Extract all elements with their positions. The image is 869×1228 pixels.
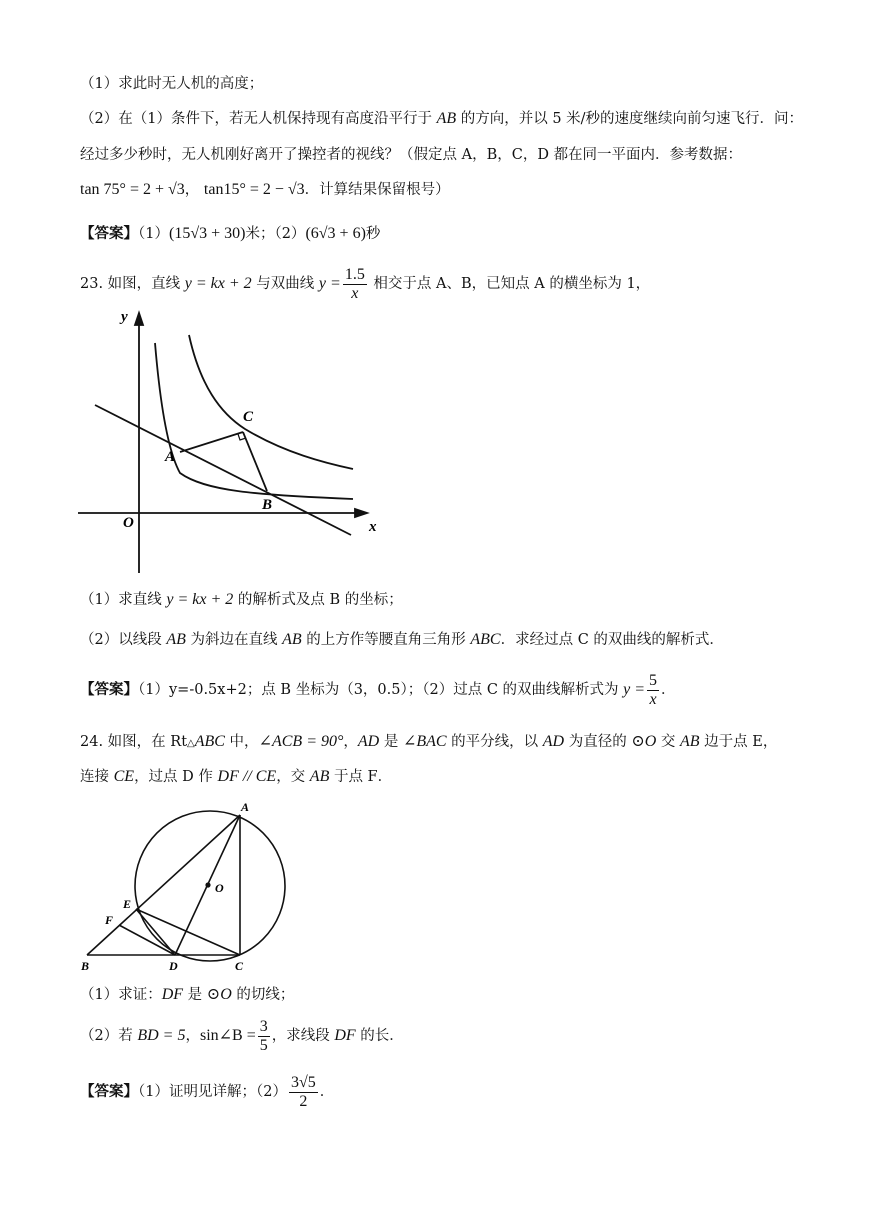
- x-axis-arrow: [355, 509, 367, 517]
- q23-stem: 23. 如图，直线 y = kx + 2 与双曲线 y = $\frac{1.5}{x}$ 相交于点 A、B，已知点 A 的横坐标为 1，: [80, 265, 651, 302]
- point-c-label: C: [235, 959, 244, 973]
- hyperbola-lower: [155, 343, 353, 499]
- q23-figure: [75, 305, 385, 575]
- center-o-label: O: [215, 881, 224, 895]
- point-e-label: E: [123, 897, 132, 911]
- x-axis-label: x: [369, 519, 377, 535]
- q24-figure: [75, 798, 295, 976]
- y-axis-label: y: [121, 309, 128, 325]
- segment-ed: [136, 909, 175, 955]
- q24-answer-fraction: $\frac{3√5}{2}$: [290, 1073, 316, 1110]
- segment-ac: [180, 432, 243, 452]
- point-c-label: C: [243, 409, 254, 425]
- q22-part2-line1: （2）在（1）条件下，若无人机保持现有高度沿平行于 AB 的方向，并以 5 米/秒的速度继续向前匀速飞行．问：: [80, 110, 804, 127]
- q23-answer: 【答案】（1）y=-0.5x+2；点 B 坐标为（3，0.5）；（2）过点 C 的双曲线解析式为 y = $\frac{5}{x}$ ．: [80, 671, 676, 708]
- y-axis-arrow: [135, 313, 143, 325]
- q24-part2: （2）若 BD = 5，sin∠B = $\frac{3}{5}$ ，求线段 DF 的长．: [80, 1017, 404, 1054]
- q24-sin-fraction: $\frac{3}{5}$: [259, 1017, 268, 1054]
- point-a-label: A: [165, 449, 176, 465]
- q23-answer-fraction: $\frac{5}{x}$: [649, 671, 658, 708]
- point-d-label: D: [169, 959, 178, 973]
- center-o-dot: [205, 882, 210, 887]
- q22-part1: （1）求此时无人机的高度；: [80, 76, 264, 92]
- origin-label: O: [123, 515, 134, 531]
- q24-stem-line1: 24. 如图，在 Rt△ABC 中，∠ACB = 90°，AD 是 ∠BAC 的平分线，以 AD 为直径的 ⊙O 交 AB 边于点 E，: [80, 733, 778, 750]
- q23-part2: （2）以线段 AB 为斜边在直线 AB 的上方作等腰直角三角形 ABC．求经过点 C 的双曲线的解析式．: [80, 631, 724, 648]
- q23-hyperbola-fraction: $\frac{1.5}{x}$: [344, 265, 365, 302]
- q22-answer: 【答案】（1）(15√3 + 30)米；（2）(6√3 + 6)秒: [80, 225, 381, 242]
- q24-part1: （1）求证：DF 是 ⊙O 的切线；: [80, 986, 295, 1003]
- q24-stem-line2: 连接 CE，过点 D 作 DF // CE，交 AB 于点 F．: [80, 768, 393, 785]
- point-a-label: A: [241, 800, 250, 814]
- segment-df: [119, 925, 175, 955]
- point-b-label: B: [262, 497, 273, 513]
- hyperbola-upper: [189, 335, 353, 469]
- q23-part1: （1）求直线 y = kx + 2 的解析式及点 B 的坐标；: [80, 591, 403, 608]
- q24-answer: 【答案】（1）证明见详解；（2） $\frac{3√5}{2}$ ．: [80, 1073, 335, 1110]
- q22-part2-line2: 经过多少秒时，无人机刚好离开了操控者的视线？（假定点 A，B，C，D 都在同一平面内．参考数据：: [80, 147, 743, 163]
- point-b-label: B: [81, 959, 90, 973]
- point-f-label: F: [105, 913, 114, 927]
- q22-reference-data: tan 75° = 2 + √3， tan15° = 2 − √3．计算结果保留根号）: [80, 181, 450, 198]
